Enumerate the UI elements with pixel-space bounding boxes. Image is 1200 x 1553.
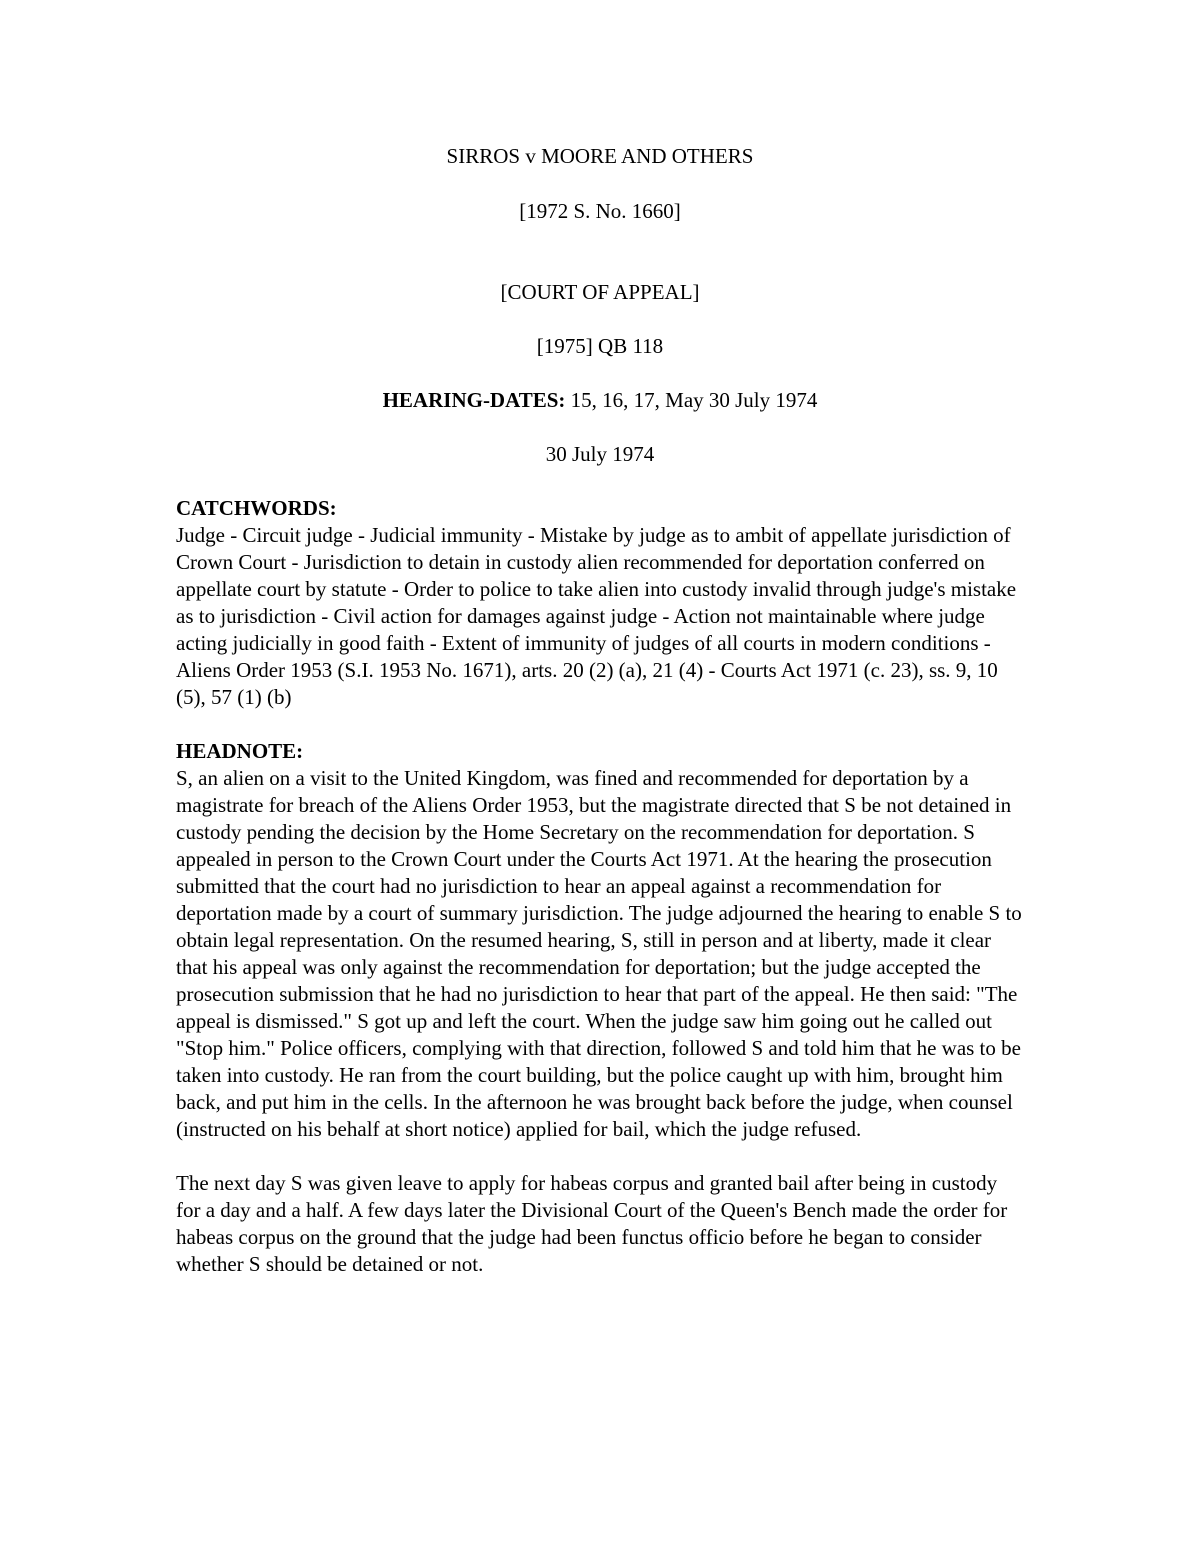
hearing-dates [0, 387, 1200, 414]
headnote-paragraph: S, an alien on a visit to the United Kingdom, was fined and recommended for deportation by a magistrate for breach of the Aliens Order 1953, but the magistrate directed that S be not detained in custody pending the decision by the Home Secretary on the recommendation for deportation. S appealed in person to the Crown Court under the Courts Act 1971. At the hearing the prosecution submitted that the court had no jurisdiction to hear an appeal against a recommendation for deportation made by a court of summary jurisdiction. The judge adjourned the hearing to enable S to obtain legal representation. On the resumed hearing, S, still in person and at liberty, made it clear that his appeal was only against the recommendation for deportation; but the judge accepted the prosecution submission that he had no jurisdiction to hear that part of the appeal. He then said: "The appeal is dismissed." S got up and left the court. When the judge saw him going out he called out "Stop him." Police officers, complying with that direction, followed S and told him that he was to be taken into custody. He ran from the court building, but the police caught up with him, brought him back, and put him in the cells. In the afternoon he was brought back before the judge, when counsel (instructed on his behalf at short notice) applied for bail, which the judge refused. [176, 766, 1022, 1141]
headnote-heading: HEADNOTE: [176, 739, 304, 763]
catchwords-heading: CATCHWORDS: [176, 496, 337, 520]
case-title: SIRROS v MOORE AND OTHERS [446, 144, 754, 168]
hearing-dates-value: 15, 16, 17, May 30 July 1974 [565, 388, 818, 412]
catchwords-text: Judge - Circuit judge - Judicial immunity - Mistake by judge as to ambit of appellate jurisdiction of Crown Court - Jurisdiction to detain in custody alien recommended for deportation conferred on appellate court by statute - Order to police to take alien into custody invalid through judge's mistake as to jurisdiction - Civil action for damages against judge - Action not maintainable where judge acting judicially in good faith - Extent of immunity of judges of all courts in modern conditions - Aliens Order 1953 (S.I. 1953 No. 1671), arts. 20 (2) (a), 21 (4) - Courts Act 1971 (c. 23), ss. 9, 10 (5), 57 (1) (b) [176, 523, 1017, 709]
headnote-paragraph: The next day S was given leave to apply for habeas corpus and granted bail after being in custody for a day and a half. A few days later the Divisional Court of the Queen's Bench made the order for habeas corpus on the ground that the judge had been functus officio before he began to consider whether S should be detained or not. [176, 1171, 1008, 1276]
decision-date: 30 July 1974 [545, 442, 655, 466]
headnote-section [176, 738, 1026, 1278]
catchwords-section [176, 495, 1026, 711]
hearing-dates-label: HEARING-DATES: [382, 388, 566, 412]
citation: [1975] QB 118 [536, 334, 664, 358]
case-number: [1972 S. No. 1660] [519, 199, 681, 223]
court-name: [COURT OF APPEAL] [500, 280, 700, 304]
